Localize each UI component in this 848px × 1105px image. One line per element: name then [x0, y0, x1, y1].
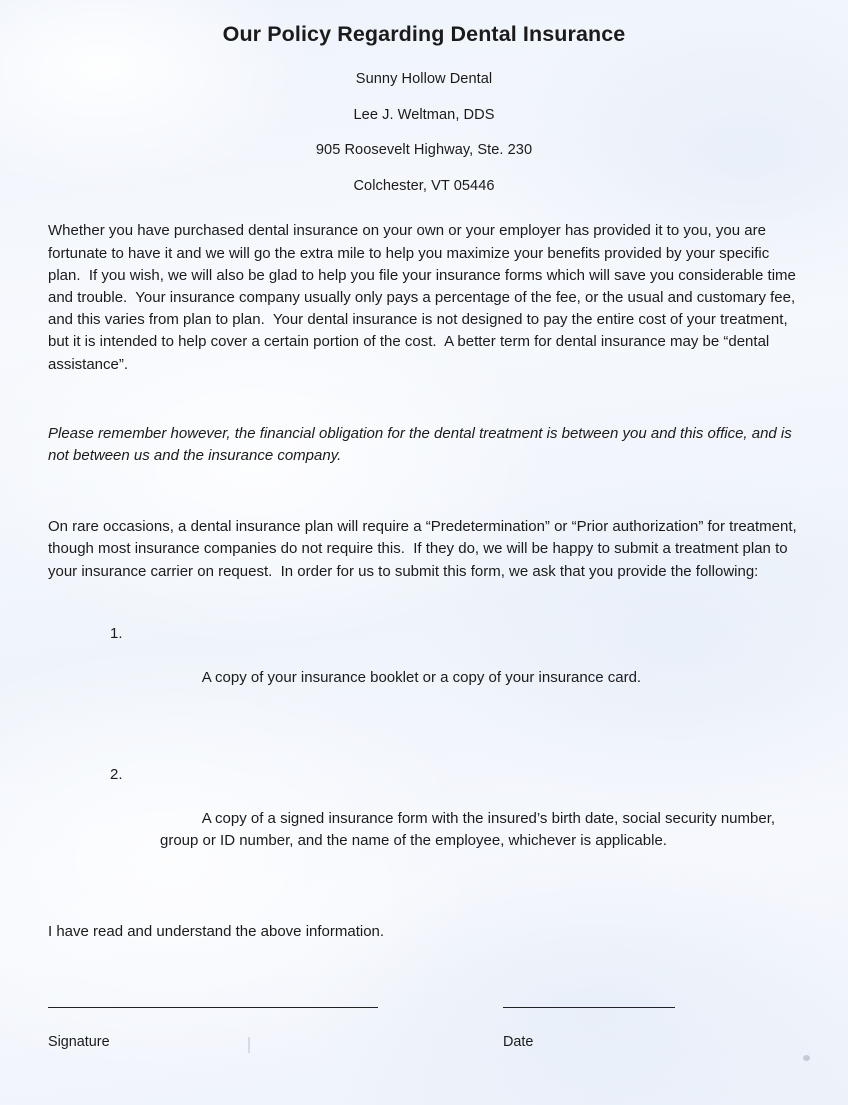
- practice-name: Sunny Hollow Dental: [355, 71, 493, 87]
- list-spacer: [48, 583, 800, 623]
- page-title: Our Policy Regarding Dental Insurance: [222, 22, 626, 46]
- acknowledgement-statement: I have read and understand the above information.: [48, 922, 385, 940]
- requirements-list: [48, 623, 800, 875]
- paragraph-spacer: [48, 376, 800, 423]
- date-label: Date: [503, 1033, 534, 1050]
- signature-field-group: [48, 1007, 503, 1050]
- practice-city-state-zip: Colchester, VT 05446: [353, 177, 495, 194]
- signature-row: [48, 1007, 800, 1050]
- policy-paragraph-intro: Whether you have purchased dental insurance on your own or your employer has provided it to you, you are fortunate to have it and we will go the extra mile to help you maximize your benefits provided by your specific plan. If you wish, we will also be glad to help you file your insurance forms which will save you considerable time and trouble. Your insurance company usually only pays a percentage of the fee, or the usual and customary fee, and this varies from plan to plan. Your dental insurance is not designed to pay the entire cost of your treatment, but it is intended to help cover a certain portion of the cost. A better term for dental insurance may be “dental assistance”.: [48, 222, 801, 373]
- scan-artifact-speck: [803, 1055, 810, 1061]
- policy-text-block: [48, 220, 800, 1049]
- policy-paragraph-financial-obligation: Please remember however, the financial obligation for the dental treatment is between you and this office, and is not between us and the insurance company.: [48, 424, 796, 464]
- list-item-number: 1.: [110, 624, 123, 642]
- list-item: [96, 623, 800, 712]
- signature-label: Signature: [48, 1033, 110, 1050]
- practice-header-block: [48, 72, 800, 193]
- policy-paragraph-predetermination: On rare occasions, a dental insurance plan will require a “Predetermination” or “Prior authorization” for treatment, though most insurance companies do not require this. If they do, we will be happy to submit a treatment plan to your insurance carrier on request. In order for us to submit this form, we ask that you provide the following:: [48, 518, 801, 580]
- list-item-label: A copy of your insurance booklet or a copy of your insurance card.: [201, 669, 642, 687]
- signature-line[interactable]: [48, 1007, 378, 1008]
- practitioner-name: Lee J. Weltman, DDS: [353, 106, 495, 123]
- list-item-number: 2.: [110, 765, 123, 783]
- list-item-label: A copy of a signed insurance form with the insured’s birth date, social security number, group or ID number, and the name of the employee, whichever is applicable.: [160, 810, 780, 850]
- list-item: [96, 764, 800, 875]
- paragraph-spacer: [48, 467, 800, 516]
- date-line[interactable]: [503, 1007, 675, 1008]
- acknowledgement-spacer: [48, 875, 800, 921]
- practice-street-address: 905 Roosevelt Highway, Ste. 230: [315, 142, 533, 159]
- date-field-group: [503, 1007, 743, 1050]
